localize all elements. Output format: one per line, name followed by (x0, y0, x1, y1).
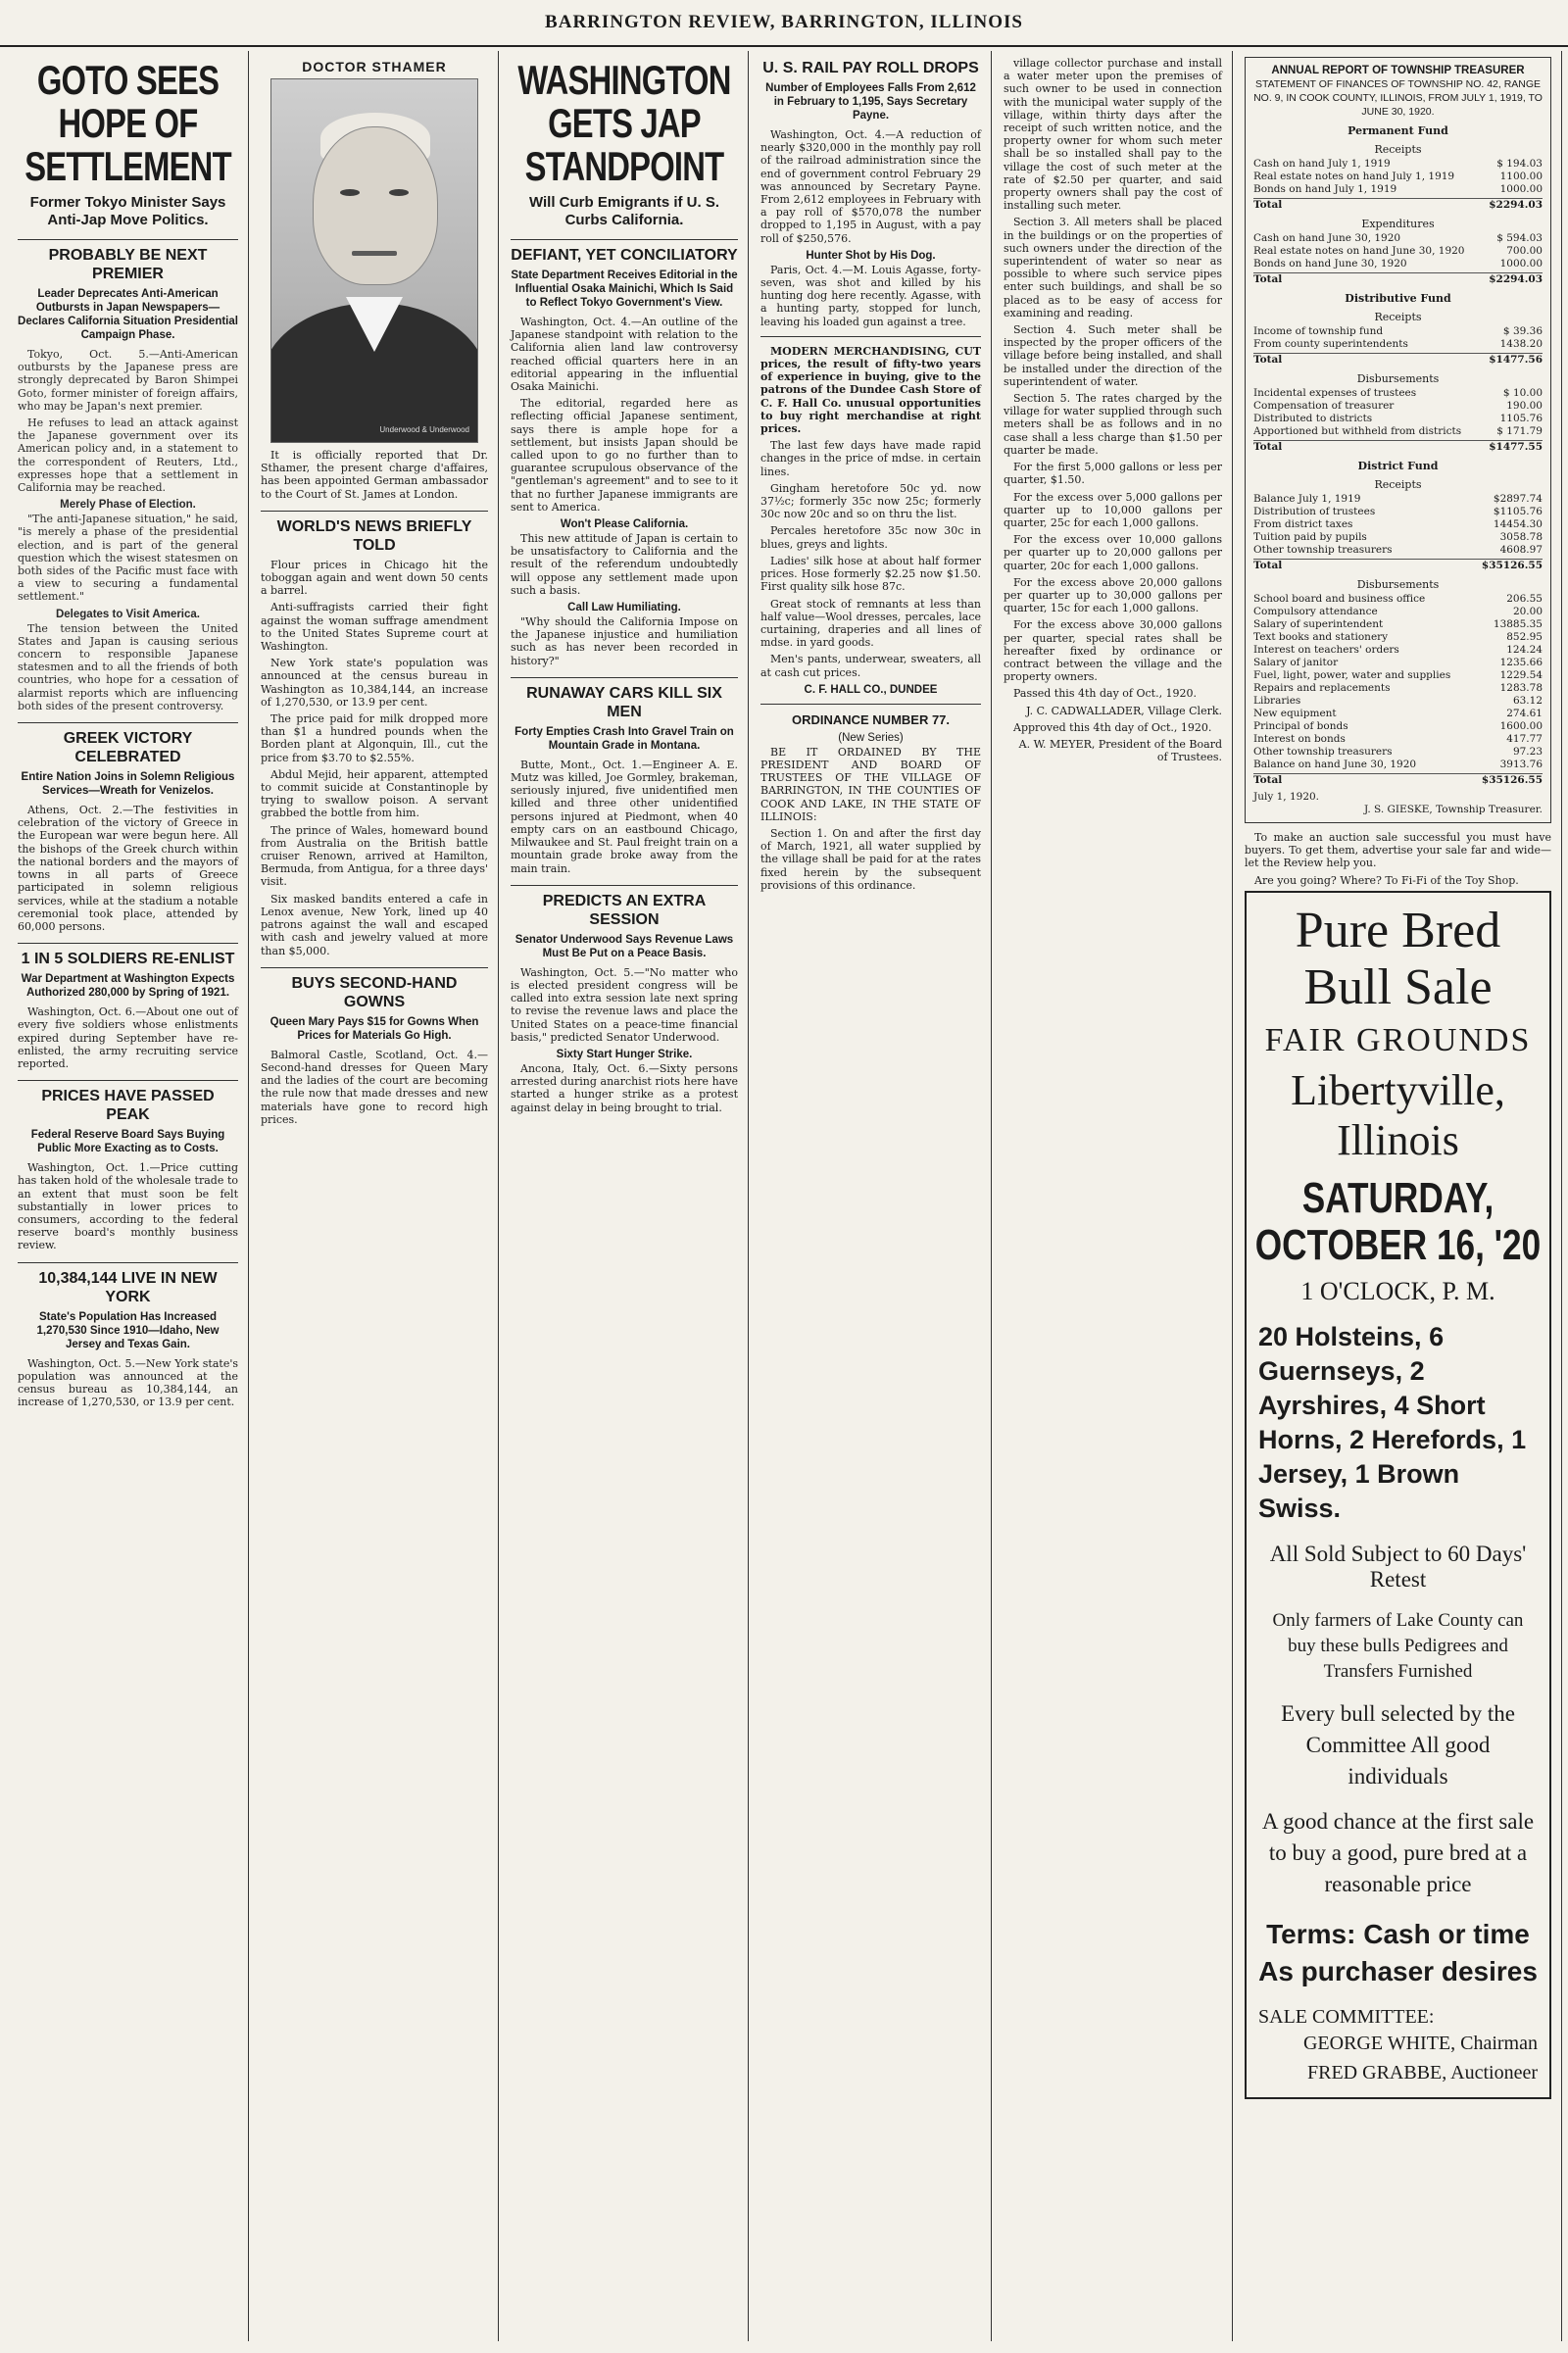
ordinance-text: BE IT ORDAINED BY THE PRESIDENT AND BOARD OF TRUSTEES OF THE VILLAGE OF BARRINGTON, IN THE COUNTIES OF COOK AND LAKE, IN THE STATE OF ILLINOIS: (760, 745, 981, 823)
headline-goto: GOTO SEES HOPE OF SETTLEMENT (24, 57, 231, 189)
article-paragraph: This new attitude of Japan is certain to be unsatisfactory to California and the result of the referendum undoubtedly will oppose any settlement made upon such a basis. (511, 532, 738, 597)
report-row-amount: 97.23 (1512, 746, 1543, 758)
report-row-amount: 4608.97 (1499, 544, 1543, 556)
article-paragraph: "Why should the California Impose on the Japanese injustice and humiliation such as has never been recorded in history?" (511, 615, 738, 667)
column-1 (8, 51, 249, 2341)
headline-soldiers: 1 IN 5 SOLDIERS RE-ENLIST (18, 943, 238, 968)
ad-city: Libertyville, Illinois (1291, 1065, 1505, 1164)
article-paragraph: Balmoral Castle, Scotland, Oct. 4.—Second-hand dresses for Queen Mary and the ladies of the court are becoming the rule now that made dresses and new materials have gone to record high prices. (261, 1048, 488, 1126)
article-paragraph: He refuses to lead an attack against the Japanese government over its American policy and, in a statement to the correspondent of Reuters, Ltd., expresses hope that a settlement in California may be reached. (18, 417, 238, 495)
article-paragraph: Washington, Oct. 4.—An outline of the Japanese standpoint with relation to the California alien land law controversy reached official quarters here in an editorial appearing in the influential Osaka Mainichi. (511, 316, 738, 394)
report-row-label: Salary of janitor (1253, 657, 1339, 668)
section-subtitle: Disbursements (1356, 578, 1440, 591)
ad-title: Pure Bred Bull Sale (1295, 902, 1501, 1015)
report-row (1253, 606, 1543, 618)
article-paragraph: Washington, Oct. 6.—About one out of every five soldiers whose enlistments expired during September have re-enlisted, the army recruiting service reported. (18, 1005, 238, 1070)
deck-washington: Will Curb Emigrants if U. S. Curbs California. (528, 194, 720, 228)
report-row (1253, 682, 1543, 695)
section-subhead: Merely Phase of Election. (60, 499, 196, 512)
report-row-label: Principal of bonds (1253, 720, 1348, 732)
headline-world-news: WORLD'S NEWS BRIEFLY TOLD (261, 511, 488, 555)
section-subtitle: Receipts (1374, 311, 1422, 323)
report-row-label: Other township treasurers (1253, 544, 1393, 556)
report-row-amount: 3913.76 (1499, 759, 1543, 770)
headline-ordinance: ORDINANCE NUMBER 77. (791, 711, 951, 727)
section-subhead: Hunter Shot by His Dog. (806, 249, 936, 262)
bull-sale-ad (1245, 891, 1551, 2099)
report-row (1253, 245, 1543, 258)
news-item: Flour prices in Chicago hit the toboggan again and went down 50 cents a barrel. (261, 558, 488, 598)
section-subtitle: Disbursements (1356, 372, 1440, 385)
report-row (1253, 325, 1543, 338)
article-paragraph: Washington, Oct. 4.—A reduction of nearly $320,000 in the monthly pay roll of the railroad administration since the end of government control February 29 was announced by Secretary Payne. From 2,612 employees in February with a pay roll of $570,078 the number dropped to 1,195 in August, with a pay roll of $250,576. (760, 128, 981, 245)
news-item: The prince of Wales, homeward bound from Australia on the British battle cruiser Renown, arrived at Hamilton, Bermuda, from Antigua, for a three days' visit. (261, 823, 488, 889)
report-row-amount: 1000.00 (1499, 258, 1543, 270)
portrait-caption: DOCTOR STHAMER (302, 59, 447, 74)
rate-item: For the excess over 5,000 gallons per quarter up to 10,000 gallons per quarter, 25c for each 1,000 gallons. (1004, 490, 1222, 529)
column-6 (1235, 51, 1562, 2341)
report-row-amount: 1229.54 (1499, 669, 1543, 681)
report-row (1253, 631, 1543, 644)
report-row (1253, 232, 1543, 245)
report-row-amount: 13885.35 (1493, 618, 1543, 630)
masthead: BARRINGTON REVIEW, BARRINGTON, ILLINOIS (0, 0, 1568, 47)
report-row-label: Distributed to districts (1253, 413, 1373, 424)
report-row (1253, 258, 1543, 270)
section-subtitle: Expenditures (1361, 218, 1435, 230)
report-row-amount: 417.77 (1506, 733, 1543, 745)
headline-greek-victory: GREEK VICTORY CELEBRATED (18, 722, 238, 766)
report-date: July 1, 1920. (1253, 791, 1320, 803)
headline-prices: PRICES HAVE PASSED PEAK (18, 1080, 238, 1124)
report-row-label: Interest on teachers' orders (1253, 644, 1399, 656)
article-paragraph: Ancona, Italy, Oct. 6.—Sixty persons arrested during anarchist riots here have started a hunger strike as a protest against delay in being brought to trial. (511, 1061, 738, 1114)
report-row (1253, 183, 1543, 196)
ad-committee: SALE COMMITTEE: (1258, 2005, 1435, 2028)
headline-washington: WASHINGTON GETS JAP STANDPOINT (517, 57, 731, 189)
clerk-signature: J. C. CADWALLADER, Village Clerk. (1026, 704, 1222, 717)
article-paragraph: Washington, Oct. 5.—"No matter who is elected president congress will be called into extra session late next spring to revise the revenue laws and place the United States on a peace-time financial basis," predicted Senator Underwood. (511, 965, 738, 1044)
deck-prices: Federal Reserve Board Says Buying Public More Exacting as to Costs. (30, 1129, 225, 1155)
rate-item: For the first 5,000 gallons or less per quarter, $1.50. (1004, 461, 1222, 487)
report-row-label: Real estate notes on hand June 30, 1920 (1253, 245, 1465, 257)
ad-chance: A good chance at the first sale to buy a good, pure bred at a reasonable price (1261, 1808, 1535, 1896)
hall-co-intro: MODERN MERCHANDISING, CUT prices, the result of fifty-two years of experience in buying, give to the patrons of the Dundee Cash Store of C. F. Hall Co. unusual opportunities to buy right merchandise at right prices. (760, 344, 981, 436)
report-row-amount: 1600.00 (1499, 720, 1543, 732)
report-row-amount: $1105.76 (1493, 506, 1543, 517)
report-row-amount: $ 194.03 (1496, 158, 1543, 170)
section-subhead: Won't Please California. (560, 518, 689, 531)
headline-extra-session: PREDICTS AN EXTRA SESSION (511, 885, 738, 929)
article-paragraph: Butte, Mont., Oct. 1.—Engineer A. E. Mutz was killed, Joe Gormley, brakeman, seriously injured, five unidentified men killed and three other unidentified persons injured at Piedmont, when 40 empty cars on an eastbound Chicago, Milwaukee and St. Paul freight train on a mountain grade broke away from the main train. (511, 758, 738, 875)
news-item: Abdul Mejid, heir apparent, attempted to commit suicide at Constantinople by trying to swallow poison. A servant grabbed the bottle from him. (261, 767, 488, 820)
report-row-amount: 1000.00 (1499, 183, 1543, 195)
ad-time: 1 O'CLOCK, P. M. (1300, 1276, 1495, 1305)
report-row-amount: $ 171.79 (1496, 425, 1543, 437)
report-row-amount: 1438.20 (1499, 338, 1543, 350)
news-item: New York state's population was announced at the census bureau in Washington as 10,384,144, an increase of 1,270,530, or 13.9 per cent. (261, 657, 488, 709)
ad-retest: All Sold Subject to 60 Days' Retest (1269, 1541, 1527, 1592)
report-row-label: Repairs and replacements (1253, 682, 1391, 694)
total-row: Total $35126.55 (1253, 560, 1543, 571)
passed-line: Passed this 4th day of Oct., 1920. (1013, 687, 1198, 701)
ad-eligibility: Only farmers of Lake County can buy these bulls Pedigrees and Transfers Furnished (1272, 1609, 1524, 1682)
report-row-amount: 20.00 (1512, 606, 1543, 617)
total-row: Total $35126.55 (1253, 774, 1543, 786)
report-row-amount: 852.95 (1506, 631, 1543, 643)
news-item: Six masked bandits entered a cafe in Lenox avenue, New York, lined up 40 patrons against the wall and escaped with cash and jewelry valued at more than $5,000. (261, 892, 488, 957)
section-title: Distributive Fund (1345, 292, 1451, 305)
report-row (1253, 531, 1543, 544)
report-row-amount: 14454.30 (1493, 518, 1543, 530)
report-row-amount: 124.24 (1506, 644, 1543, 656)
report-row-amount: 1283.78 (1499, 682, 1543, 694)
report-row-label: Text books and stationery (1253, 631, 1389, 643)
deck-goto: Former Tokyo Minister Says Anti-Jap Move Politics. (29, 194, 226, 228)
article-paragraph: Washington, Oct. 1.—Price cutting has taken hold of the wholesale trade to an extent that must soon be felt substantially in lower prices to consumers, according to the federal reserve board's monthly business review. (18, 1161, 238, 1252)
ad-breeds: 20 Holsteins, 6 Guernseys, 2 Ayrshires, 4 Short Horns, 2 Herefords, 1 Jersey, 1 Brown Swiss. (1258, 1321, 1527, 1523)
article-paragraph: Washington, Oct. 5.—New York state's population was announced at the census bureau as 10,384,144, an increase of 1,270,530, or 13.9 per cent. (18, 1356, 238, 1409)
report-row (1253, 544, 1543, 557)
report-row (1253, 387, 1543, 400)
subheadline-defiant: DEFIANT, YET CONCILIATORY (511, 239, 738, 265)
column-2 (251, 51, 499, 2341)
ad-paragraph: Men's pants, underwear, sweaters, all at cash cut prices. (760, 653, 981, 679)
report-row-label: Tuition paid by pupils (1253, 531, 1367, 543)
deck-new-york: State's Population Has Increased 1,270,530 Since 1910—Idaho, New Jersey and Texas Gain. (36, 1310, 220, 1350)
report-row (1253, 338, 1543, 351)
ad-chairman: GEORGE WHITE, Chairman (1302, 2032, 1538, 2054)
report-row-amount: $ 39.36 (1502, 325, 1543, 337)
rate-item: For the excess above 20,000 gallons per quarter up to 30,000 gallons per quarter, 15c for each 1,000 gallons. (1004, 575, 1222, 615)
report-row-amount: 700.00 (1506, 245, 1543, 257)
report-row-label: From county superintendents (1253, 338, 1408, 350)
report-row-label: Balance on hand June 30, 1920 (1253, 759, 1417, 770)
subheadline-premier: PROBABLY BE NEXT PREMIER (18, 239, 238, 283)
report-row (1253, 746, 1543, 759)
section-subtitle: Receipts (1374, 143, 1422, 156)
report-row-amount: 1105.76 (1499, 413, 1543, 424)
ordinance-text: Section 1. On and after the first day of March, 1921, all water supplied by the village shall be paid for at the rates fixed herein by the subsequent provisions of this ordinance. (760, 826, 981, 892)
report-row-amount: 206.55 (1506, 593, 1543, 605)
ad-paragraph: Percales heretofore 35c now 30c in blues, greys and lights. (760, 524, 981, 551)
report-row-label: Income of township fund (1253, 325, 1384, 337)
report-row-label: Cash on hand June 30, 1920 (1253, 232, 1401, 244)
report-row (1253, 425, 1543, 438)
report-subtitle: STATEMENT OF FINANCES OF TOWNSHIP NO. 42, RANGE NO. 9, IN COOK COUNTY, ILLINOIS, FROM JULY 1, 1919, TO JUNE 30, 1920. (1253, 78, 1543, 118)
headline-runaway-cars: RUNAWAY CARS KILL SIX MEN (511, 677, 738, 721)
report-row-label: Cash on hand July 1, 1919 (1253, 158, 1391, 170)
report-row-amount: 1235.66 (1499, 657, 1543, 668)
ad-paragraph: Ladies' silk hose at about half former prices. Hose formerly $2.25 now $1.50. First quality silk hose 87c. (760, 554, 981, 594)
headline-gowns: BUYS SECOND-HAND GOWNS (261, 967, 488, 1011)
section-subtitle: Receipts (1374, 478, 1422, 491)
report-row (1253, 618, 1543, 631)
deck-runaway-cars: Forty Empties Crash Into Gravel Train on Mountain Grade in Montana. (514, 725, 734, 752)
total-row: Total $2294.03 (1253, 199, 1543, 211)
auction-note: To make an auction sale successful you must have buyers. To get them, advertise your sale far and wide—let the Review help you. (1245, 831, 1551, 870)
article-paragraph: Paris, Oct. 4.—M. Louis Agasse, forty-seven, was shot and killed by his hunting dog here recently. Agasse, with a hunting party, stopped for lunch, leaving his loaded gun against a tree. (760, 263, 981, 328)
approved-line: Approved this 4th day of Oct., 1920. (1013, 720, 1212, 734)
report-row-label: Balance July 1, 1919 (1253, 493, 1361, 505)
report-row-amount: $ 10.00 (1502, 387, 1543, 399)
ordinance-text: village collector purchase and install a water meter upon the premises of such owner to be used in connection with the municipal water supply of the village, within thirty days after the receipt of such written notice, and the property owner for whom such meter shall be so installed shall pay to the village the cost of such meter at the rate of $2.50 per quarter, and said property owners shall pay the cost of installing such meter. (1004, 57, 1222, 213)
report-row-label: Bonds on hand June 30, 1920 (1253, 258, 1407, 270)
report-signer: J. S. GIESKE, Township Treasurer. (1363, 804, 1543, 815)
president-signature: A. W. MEYER, President of the Board of Trustees. (1018, 737, 1222, 764)
report-row (1253, 733, 1543, 746)
report-row (1253, 400, 1543, 413)
total-row: Total $1477.56 (1253, 354, 1543, 366)
photo-credit: Underwood & Underwood (379, 425, 469, 434)
rate-item: For the excess above 30,000 gallons per quarter, special rates shall be hereafter fixed by ordinance or contract between the village and the property owners. (1004, 618, 1222, 684)
ordinance-text: Section 4. Such meter shall be inspected by the proper officers of the village before being installed, and shall be installed under the direction of the superintendent of water. (1004, 323, 1222, 388)
report-row-amount: 274.61 (1506, 708, 1543, 719)
report-row-label: Fuel, light, power, water and supplies (1253, 669, 1451, 681)
report-row-label: Incidental expenses of trustees (1253, 387, 1417, 399)
headline-new-york: 10,384,144 LIVE IN NEW YORK (18, 1262, 238, 1306)
report-row-label: From district taxes (1253, 518, 1353, 530)
column-5 (994, 51, 1233, 2341)
section-subhead: Delegates to Visit America. (55, 608, 200, 620)
report-row (1253, 171, 1543, 183)
deck-greek-victory: Entire Nation Joins in Solemn Religious Services—Wreath for Venizelos. (21, 771, 235, 798)
report-row (1253, 759, 1543, 771)
article-paragraph: The tension between the United States and Japan is causing serious concern to responsible Japanese statesmen and to all the friends of both countries, who hope for a cessation of alarmist reports which are influencing both sides of the present controversy. (18, 621, 238, 712)
report-row-amount: 63.12 (1512, 695, 1543, 707)
total-row: Total $2294.03 (1253, 273, 1543, 285)
ad-paragraph: The last few days have made rapid changes in the price of mdse. in certain lines. (760, 439, 981, 478)
subdeck-premier: Leader Deprecates Anti-American Outbursts in Japan Newspapers—Declares California Situation Presidential Campaign Phase. (18, 288, 238, 341)
caption-text: It is officially reported that Dr. Sthamer, the present charge d'affaires, has been appointed German ambassador to the Court of St. James at London. (261, 449, 488, 501)
report-row-label: Apportioned but withheld from districts (1253, 425, 1462, 437)
report-row-amount: 1100.00 (1499, 171, 1543, 182)
report-row-label: Bonds on hand July 1, 1919 (1253, 183, 1397, 195)
report-row-label: Other township treasurers (1253, 746, 1393, 758)
deck-rail-pay: Number of Employees Falls From 2,612 in February to 1,195, Says Secretary Payne. (765, 82, 976, 122)
column-4 (751, 51, 992, 2341)
report-row (1253, 644, 1543, 657)
report-row-label: Compulsory attendance (1253, 606, 1378, 617)
report-row-label: Salary of superintendent (1253, 618, 1384, 630)
section-subhead: Sixty Start Hunger Strike. (556, 1048, 693, 1060)
ad-auctioneer: FRED GRABBE, Auctioneer (1307, 2061, 1538, 2083)
report-row-amount: $ 594.03 (1496, 232, 1543, 244)
report-row-label: Libraries (1253, 695, 1301, 707)
report-row (1253, 518, 1543, 531)
report-row-label: New equipment (1253, 708, 1337, 719)
section-subhead: Call Law Humiliating. (567, 602, 681, 614)
ad-paragraph: Gingham heretofore 50c yd. now 37½c; formerly 35c now 25c; formerly 30c now 20c and so on thru the list. (760, 481, 981, 521)
ordinance-series: (New Series) (838, 731, 904, 744)
deck-gowns: Queen Mary Pays $15 for Gowns When Prices for Materials Go High. (270, 1015, 479, 1042)
article-paragraph: Tokyo, Oct. 5.—Anti-American outbursts by the Japanese press are strongly deprecated by Baron Shimpei Goto, former minister of foreign affairs, who may be Japan's next premier. (18, 348, 238, 413)
report-row (1253, 158, 1543, 171)
ad-terms: Terms: Cash or time As purchaser desires (1258, 1918, 1538, 1986)
deck-soldiers: War Department at Washington Expects Authorized 280,000 by Spring of 1921. (21, 973, 235, 1000)
report-row-amount: $2897.74 (1493, 493, 1543, 505)
report-row (1253, 669, 1543, 682)
subdeck-defiant: State Department Receives Editorial in the Influential Osaka Mainichi, Which Is Said to Reflect Tokyo Government's View. (511, 270, 738, 309)
news-item: The price paid for milk dropped more than $1 a hundred pounds when the Borden plant at Algonquin, Ill., cut the price from $3.70 to $2.55%. (261, 712, 488, 764)
report-row-label: Interest on bonds (1253, 733, 1346, 745)
portrait-photo (270, 78, 478, 443)
report-row (1253, 695, 1543, 708)
section-title: Permanent Fund (1348, 124, 1448, 137)
report-row (1253, 657, 1543, 669)
news-item: Anti-suffragists carried their fight against the woman suffrage amendment to the United States Supreme court at Washington. (261, 601, 488, 654)
report-row-label: Compensation of treasurer (1253, 400, 1395, 412)
report-title: ANNUAL REPORT OF TOWNSHIP TREASURER (1271, 65, 1525, 76)
report-row (1253, 493, 1543, 506)
deck-extra-session: Senator Underwood Says Revenue Laws Must Be Put on a Peace Basis. (514, 933, 734, 959)
ad-venue: FAIR GROUNDS (1264, 1021, 1532, 1058)
ad-paragraph: Great stock of remnants at less than half value—Wool dresses, percales, lace curtaining, draperies and all lines of mdse. in yard goods. (760, 597, 981, 650)
headline-rail-pay: U. S. RAIL PAY ROLL DROPS (762, 60, 979, 76)
report-row-label: Distribution of trustees (1253, 506, 1376, 517)
ad-date: SATURDAY, OCTOBER 16, '20 (1254, 1173, 1542, 1269)
ordinance-text: Section 5. The rates charged by the village for water supplied through such meters shall be as follows and in no case shall a less charge than $1.50 per quarter be made. (1004, 392, 1222, 457)
report-row-label: School board and business office (1253, 593, 1426, 605)
treasurer-report (1245, 57, 1551, 823)
section-title: District Fund (1357, 460, 1439, 472)
portrait-face-icon (313, 126, 438, 285)
ad-selection: Every bull selected by the Committee All good individuals (1281, 1700, 1515, 1789)
report-row (1253, 708, 1543, 720)
report-row-amount: 3058.78 (1499, 531, 1543, 543)
report-row (1253, 413, 1543, 425)
ad-signature: C. F. HALL CO., DUNDEE (804, 683, 938, 696)
report-row-amount: 190.00 (1506, 400, 1543, 412)
report-row (1253, 506, 1543, 518)
column-3 (501, 51, 749, 2341)
toy-shop-note: Are you going? Where? To Fi-Fi of the Toy Shop. (1254, 873, 1519, 887)
rate-item: For the excess over 10,000 gallons per quarter up to 20,000 gallons per quarter, 20c for each 1,000 gallons. (1004, 533, 1222, 572)
article-paragraph: The editorial, regarded here as reflecting official Japanese sentiment, says there is ample hope for a settlement, but insists Japan should be called upon to go no further than to guarantee scrupulous observance of the "gentleman's agreement" and to see to it that no further Japanese immigrants are sent to America. (511, 397, 738, 514)
report-row (1253, 593, 1543, 606)
ordinance-text: Section 3. All meters shall be placed in the buildings or on the properties of such owners under the direction of the superintendent of water so near as possible to where such service pipes enter such buildings, and shall be so placed as to be easy of access for examining and reading. (1004, 216, 1222, 319)
article-paragraph: Athens, Oct. 2.—The festivities in celebration of the victory of Greece in the European war were begun here. All the bishops of the Greek church within the national borders and the mayors of towns in all parts of Greece participated in solemn religious services, while at the stadium a notable ceremonial took place, attended by 60,000 persons. (18, 804, 238, 933)
report-row (1253, 720, 1543, 733)
article-paragraph: "The anti-Japanese situation," he said, "is merely a phase of the presidential election, and is part of the general question which the wisest statesmen on both sides of the Pacific must face with a view to securing a fundamental settlement." (18, 513, 238, 604)
total-row: Total $1477.55 (1253, 441, 1543, 453)
report-row-label: Real estate notes on hand July 1, 1919 (1253, 171, 1455, 182)
